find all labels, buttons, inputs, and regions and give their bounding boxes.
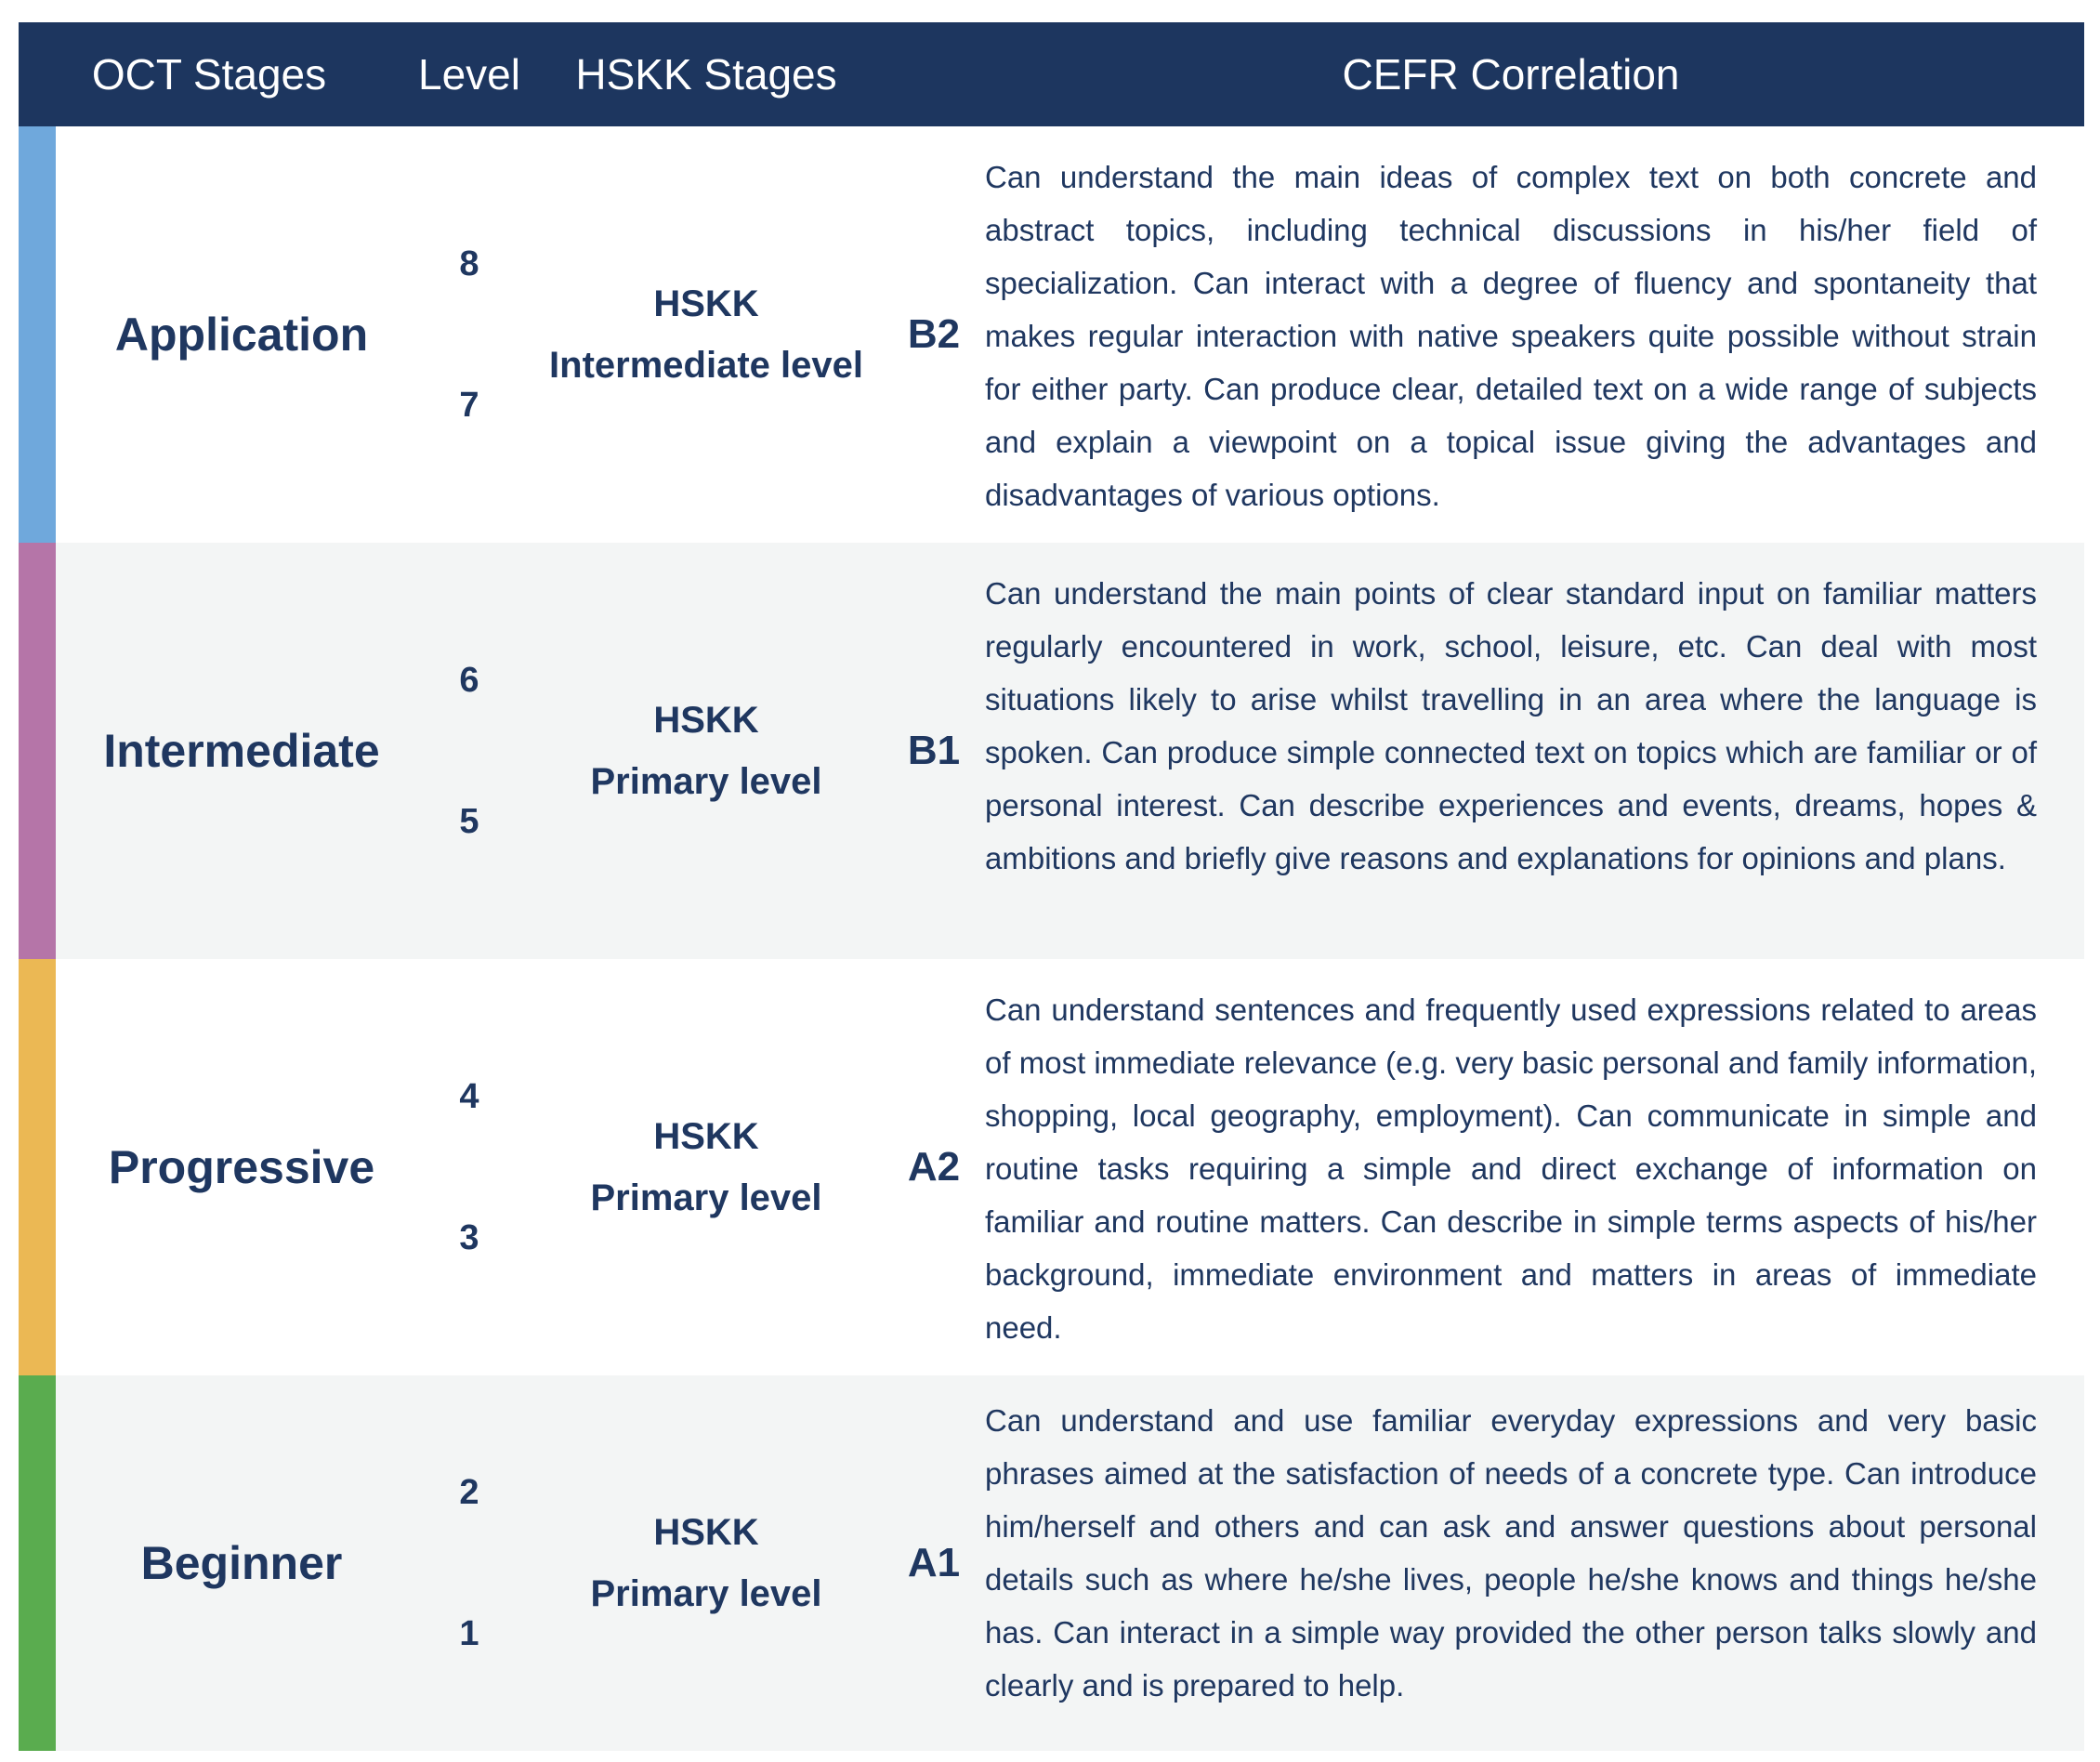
cefr-level: A2	[907, 1144, 961, 1190]
oct-stage: Intermediate	[103, 725, 380, 777]
hskk-stage	[534, 543, 878, 959]
hskk-name: HSKK	[653, 700, 759, 741]
hskk-stage	[534, 959, 878, 1375]
hskk-level: Intermediate level	[549, 345, 863, 386]
stage-color-stripe	[19, 543, 56, 959]
hskk-level: Primary level	[590, 1573, 822, 1614]
level-low: 1	[459, 1614, 479, 1653]
oct-stage: Beginner	[140, 1537, 343, 1589]
level-high: 8	[459, 244, 479, 283]
oct-hskk-cefr-table	[19, 22, 2084, 1751]
table-row	[19, 543, 2084, 959]
hskk-stage	[534, 1375, 878, 1751]
header-level: Level	[418, 50, 520, 99]
table-row	[19, 959, 2084, 1375]
stage-color-stripe	[19, 959, 56, 1375]
header-oct-stages: OCT Stages	[91, 50, 327, 99]
hskk-stage	[534, 126, 878, 543]
hskk-level: Primary level	[590, 1177, 822, 1218]
oct-stage: Application	[114, 309, 369, 361]
header-hskk-stages: HSKK Stages	[575, 50, 837, 99]
cefr-description: Can understand the main points of clear standard input on familiar matters regularly encountered in work, school, leisure, etc. Can deal with most situations likely to arise whilst travelling in an area where the language is spoken. Can produce simple connected text on topics which are familiar or of personal interest. Can describe experiences and events, dreams, hopes & ambitions and briefly give reasons and explanations for opinions and plans.	[985, 576, 2037, 875]
cefr-description: Can understand the main ideas of complex text on both concrete and abstract topics, including technical discussions in his/her field of specialization. Can interact with a degree of fluency and spontaneity that makes regular interaction with native speakers quite possible without strain for either party. Can produce clear, detailed text on a wide range of subjects and explain a viewpoint on a topical issue giving the advantages and disadvantages of various options.	[985, 160, 2037, 512]
stage-color-stripe	[19, 1375, 56, 1751]
level-high: 4	[459, 1077, 479, 1116]
table-header	[19, 22, 2084, 126]
cefr-description: Can understand sentences and frequently used expressions related to areas of most immediate relevance (e.g. very basic personal and family information, shopping, local geography, employment). Can communicate in simple and routine tasks requiring a simple and direct exchange of information on familiar and routine matters. Can describe in simple terms aspects of his/her background, immediate environment and matters in areas of immediate need.	[985, 993, 2037, 1345]
header-cefr-correlation: CEFR Correlation	[1342, 50, 1680, 99]
level-low: 5	[459, 802, 479, 841]
cefr-level: B2	[907, 311, 961, 357]
hskk-level: Primary level	[590, 761, 822, 802]
level-numbers	[409, 959, 530, 1375]
hskk-name: HSKK	[653, 1512, 759, 1553]
level-numbers	[409, 126, 530, 543]
cefr-level: A1	[907, 1540, 961, 1585]
level-high: 2	[459, 1473, 479, 1512]
cefr-level: B1	[907, 728, 961, 773]
stage-color-stripe	[19, 126, 56, 543]
level-low: 3	[459, 1218, 479, 1257]
level-numbers	[409, 1375, 530, 1751]
hskk-name: HSKK	[653, 1116, 759, 1157]
level-high: 6	[459, 661, 479, 700]
level-low: 7	[459, 386, 479, 425]
oct-stage: Progressive	[108, 1141, 375, 1193]
table-row	[19, 1375, 2084, 1751]
table-row	[19, 126, 2084, 543]
level-numbers	[409, 543, 530, 959]
cefr-description: Can understand and use familiar everyday expressions and very basic phrases aimed at the satisfaction of needs of a concrete type. Can introduce him/herself and others and can ask and answer questions about personal details such as where he/she lives, people he/she knows and things he/she has. Can interact in a simple way provided the other person talks slowly and clearly and is prepared to help.	[985, 1403, 2037, 1703]
hskk-name: HSKK	[653, 283, 759, 324]
